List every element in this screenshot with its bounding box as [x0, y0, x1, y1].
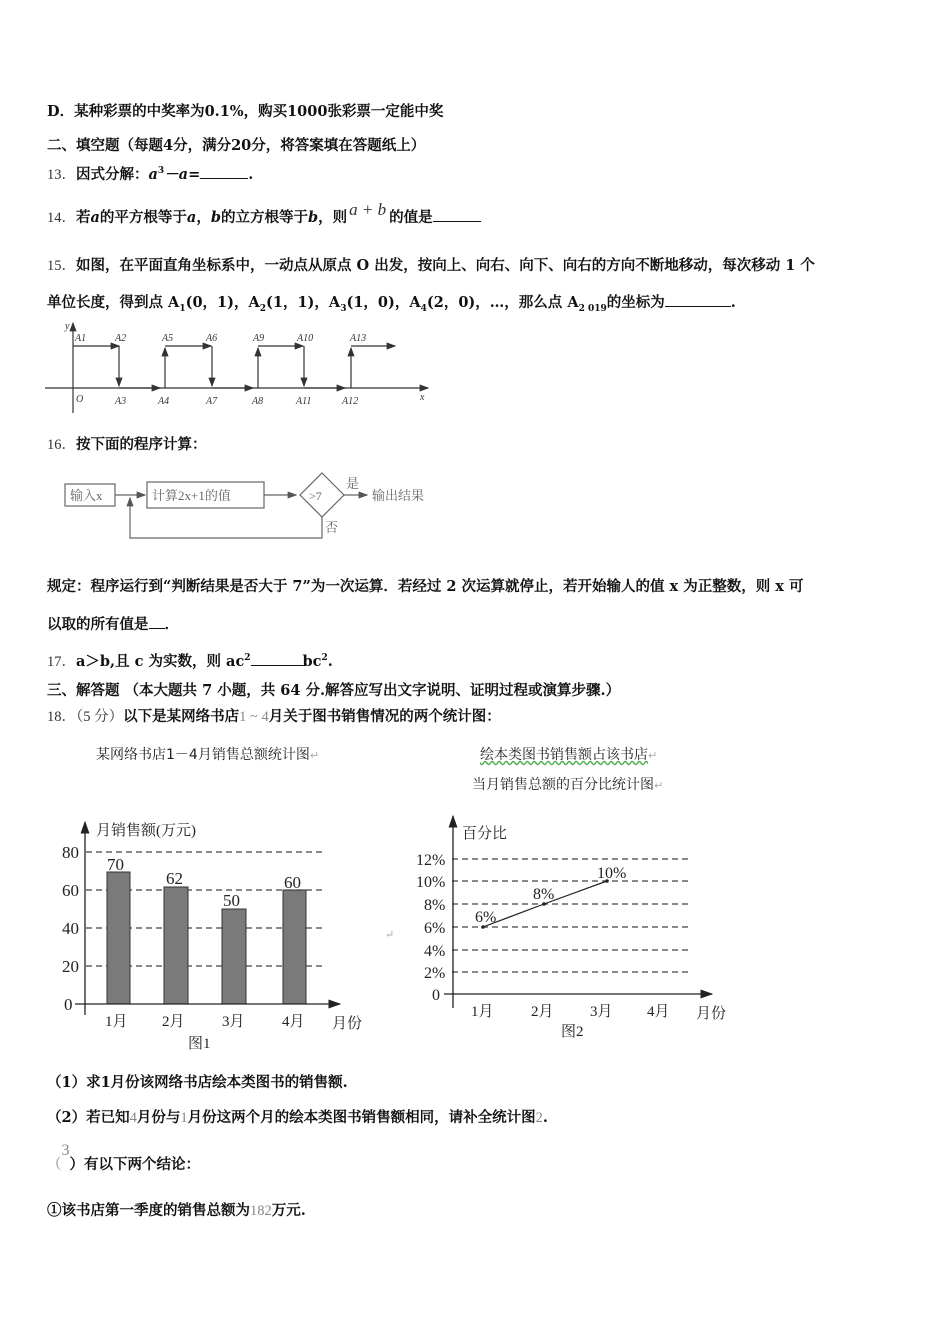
text: （2）若已知 — [47, 1109, 130, 1126]
section-2-heading: 二、填空题（每题4分，满分20分，将答案填在答题纸上） — [47, 137, 426, 154]
question-16-title — [47, 435, 207, 455]
question-text: 如图，在平面直角坐标系中，一动点从原点 O 出发，按向上、向右、向下、向右的方向不断地移动，每次移动 1 个 — [76, 257, 815, 274]
exponent: 2 — [321, 653, 328, 663]
chart-1-title — [96, 744, 319, 764]
y-tick: 12% — [416, 852, 446, 869]
coordinate: (2，0) — [426, 294, 476, 311]
figure-caption: 图2 — [561, 1024, 584, 1040]
text: 的立方根等于 — [220, 209, 308, 226]
bar-value-label: 60 — [284, 873, 301, 892]
y-tick: 0 — [432, 987, 440, 1004]
text: 月份这两个月的绘本类图书销售额相同，请补全统计图 — [187, 1109, 536, 1126]
bar-chart-figure-1 — [40, 810, 380, 1060]
bar-mar — [222, 909, 246, 1004]
question-16-rule-line-2 — [47, 614, 179, 635]
bar-value-label: 50 — [223, 891, 240, 910]
question-prefix: 因式分解： — [76, 165, 149, 183]
answer-blank[interactable] — [200, 164, 248, 179]
expression-text: a + b — [349, 200, 387, 219]
axis-y-label: y — [65, 321, 70, 332]
question-13 — [47, 161, 253, 185]
number: 2 — [535, 1110, 543, 1126]
text: 月关于图书销售情况的两个统计图： — [268, 708, 501, 725]
part-number: 3 — [61, 1142, 70, 1159]
compute-label: 计算2x+1的值 — [152, 488, 231, 503]
question-17 — [47, 648, 333, 672]
number: 4 — [129, 1110, 137, 1126]
text: a＞b,且 c 为实数，则 ac — [76, 652, 245, 670]
y-tick: 10% — [416, 874, 446, 891]
x-tick: 3月 — [222, 1014, 245, 1030]
paragraph-mark: ↵ — [385, 928, 395, 941]
subscript: 2 — [259, 303, 267, 314]
q15-staircase-figure — [40, 318, 440, 418]
axis-x-label: x — [420, 392, 425, 403]
question-15-line-2: 单位长度，得到点 $A_1(0$，1)，$A_2(1$，1)，$A_3(1$，0)，$A_4(2$，0)，…，那么点 $A_{2 019}$的坐标为 . — [47, 294, 736, 314]
x-tick: 3月 — [590, 1004, 613, 1020]
expr-base: a — [148, 165, 158, 183]
point-label: A11 — [296, 396, 312, 407]
coordinate: (0，1) — [185, 294, 234, 311]
point-label: A3 — [115, 396, 127, 407]
x-tick: 4月 — [647, 1004, 670, 1020]
q18-part-1: （1）求1月份该网络书店绘本类图书的销售额. — [47, 1074, 348, 1091]
paragraph-mark: ↵ — [648, 749, 658, 762]
text: . — [327, 652, 333, 670]
condition-diamond — [300, 473, 344, 517]
point-label: A9 — [253, 333, 265, 344]
text: ）有以下两个结论： — [69, 1156, 200, 1173]
y-tick: 40 — [62, 919, 79, 938]
q12-option-d — [47, 102, 443, 122]
text: bc — [302, 652, 322, 670]
point-label: A10 — [297, 333, 314, 344]
expr-exponent: 3 — [157, 166, 165, 176]
paragraph-mark: ↵ — [309, 749, 320, 762]
var-b: b — [210, 209, 221, 226]
yes-label: 是 — [346, 476, 360, 491]
data-label: 8% — [533, 886, 555, 903]
data-label: 6% — [475, 909, 497, 926]
text: 的平方根等于 — [99, 209, 187, 226]
paragraph-mark: ↵ — [654, 779, 664, 792]
y-tick: 8% — [424, 897, 446, 914]
y-tick: 80 — [62, 843, 79, 862]
expr-rest: －a= — [164, 165, 201, 183]
chart-2-title-line-1 — [480, 744, 657, 764]
text: 单位长度，得到点 A — [47, 294, 180, 311]
q16-flowchart — [60, 470, 460, 545]
x-axis-label: 月份 — [696, 1006, 727, 1022]
y-axis-label: 月销售额(万元) — [96, 823, 196, 839]
suffix: . — [248, 165, 254, 183]
y-tick: 20 — [62, 957, 79, 976]
text: . — [542, 1109, 548, 1126]
q18-part-3 — [47, 1142, 200, 1175]
point-label: A7 — [206, 396, 218, 407]
text: 月份与 — [136, 1109, 181, 1126]
text: 的坐标为 — [606, 294, 665, 311]
score: （5 分） — [76, 709, 124, 725]
y-tick: 60 — [62, 881, 79, 900]
point-label: A13 — [350, 333, 367, 344]
origin-label: O — [76, 394, 84, 405]
text: ①该书店第一季度的销售总额为 — [47, 1202, 250, 1219]
q18-part-2 — [47, 1108, 548, 1128]
text: ，则 — [318, 209, 348, 226]
input-label: 输入x — [70, 488, 103, 503]
chart-2-title-line-2 — [472, 774, 663, 794]
question-15-line-1 — [47, 256, 815, 276]
var-b: b — [307, 209, 319, 226]
y-axis-label: 百分比 — [462, 826, 508, 842]
point-label: A6 — [206, 333, 218, 344]
question-number: 17． — [47, 653, 76, 670]
question-14 — [47, 200, 481, 228]
point-label: A2 — [115, 333, 127, 344]
question-number: 18． — [47, 709, 76, 725]
answer-blank[interactable] — [665, 292, 731, 307]
question-number: 15． — [47, 258, 76, 274]
bar-value-label: 70 — [107, 855, 124, 874]
number: 1 — [180, 1110, 188, 1126]
paren-open: （ — [47, 1157, 62, 1173]
figure-caption: 图1 — [188, 1036, 211, 1052]
answer-blank[interactable] — [251, 651, 303, 666]
question-16-rule-line-1: 规定：程序运行到“判断结果是否大于 7”为一次运算．若经过 2 次运算就停止，若开始输人的值 x 为正整数，则 x 可 — [47, 578, 804, 595]
point-label: A5 — [162, 333, 174, 344]
text: 的值是 — [389, 209, 433, 226]
subscript: 4 — [420, 303, 427, 314]
text: ． — [164, 616, 179, 633]
line-chart-figure-2 — [380, 810, 740, 1050]
text: 若 — [76, 209, 91, 226]
subscript: 3 — [340, 303, 347, 314]
y-tick: 4% — [424, 943, 446, 960]
bar-apr — [283, 890, 306, 1004]
option-label: D． — [47, 103, 75, 120]
question-18 — [47, 707, 501, 727]
point-label: A8 — [252, 396, 264, 407]
coordinate: (1，1) — [266, 294, 315, 311]
subscript: 2 019 — [578, 303, 607, 314]
section-3-heading: 三、解答题 （本大题共 7 小题，共 64 分.解答应写出文字说明、证明过程或演算步骤.） — [47, 682, 621, 699]
point-label: A12 — [342, 396, 359, 407]
x-tick: 2月 — [531, 1004, 554, 1020]
text: ， — [196, 209, 211, 226]
var-a: a — [186, 209, 197, 226]
text: 万元. — [271, 1202, 306, 1219]
x-tick: 4月 — [282, 1014, 305, 1030]
title-text: 某网络书店1－4月销售总额统计图 — [96, 747, 310, 763]
option-text: 某种彩票的中奖率为0.1%，购买1000张彩票一定能中奖 — [74, 103, 444, 120]
bar-value-label: 62 — [166, 869, 183, 888]
text: . — [730, 294, 736, 311]
title-text: 当月销售总额的百分比统计图 — [472, 777, 654, 793]
bar-jan — [107, 872, 130, 1004]
number: 182 — [250, 1203, 272, 1219]
range: 1 ~ 4 — [239, 709, 269, 725]
var-a: a — [90, 209, 100, 226]
x-tick: 1月 — [105, 1014, 128, 1030]
x-axis-label: 月份 — [332, 1016, 363, 1032]
coordinate: (1，0) — [346, 294, 395, 311]
point-label: A1 — [75, 333, 87, 344]
title-text: 绘本类图书销售额占该书店 — [480, 747, 648, 763]
x-tick: 1月 — [471, 1004, 494, 1020]
y-tick: 0 — [64, 995, 73, 1014]
text: ，…，那么点 A — [475, 294, 579, 311]
question-text: 按下面的程序计算： — [76, 436, 207, 453]
data-label: 10% — [597, 865, 627, 882]
output-label: 输出结果 — [372, 488, 425, 503]
x-tick: 2月 — [162, 1014, 185, 1030]
q18-conclusion-1 — [47, 1201, 306, 1221]
condition-label: >7 — [309, 489, 322, 503]
question-number: 16． — [47, 437, 76, 453]
answer-blank[interactable] — [433, 207, 481, 222]
subscript: 1 — [179, 303, 186, 314]
y-tick: 2% — [424, 965, 446, 982]
bar-feb — [164, 887, 188, 1004]
exponent: 2 — [244, 653, 251, 663]
question-number: 13． — [47, 166, 76, 183]
no-label: 否 — [325, 520, 339, 535]
text: 以下是某网络书店 — [123, 708, 240, 725]
text: 以取的所有值是 — [47, 616, 149, 633]
point-label: A4 — [158, 396, 170, 407]
question-number: 14． — [47, 210, 76, 226]
answer-blank[interactable] — [149, 614, 165, 629]
y-tick: 6% — [424, 920, 446, 937]
